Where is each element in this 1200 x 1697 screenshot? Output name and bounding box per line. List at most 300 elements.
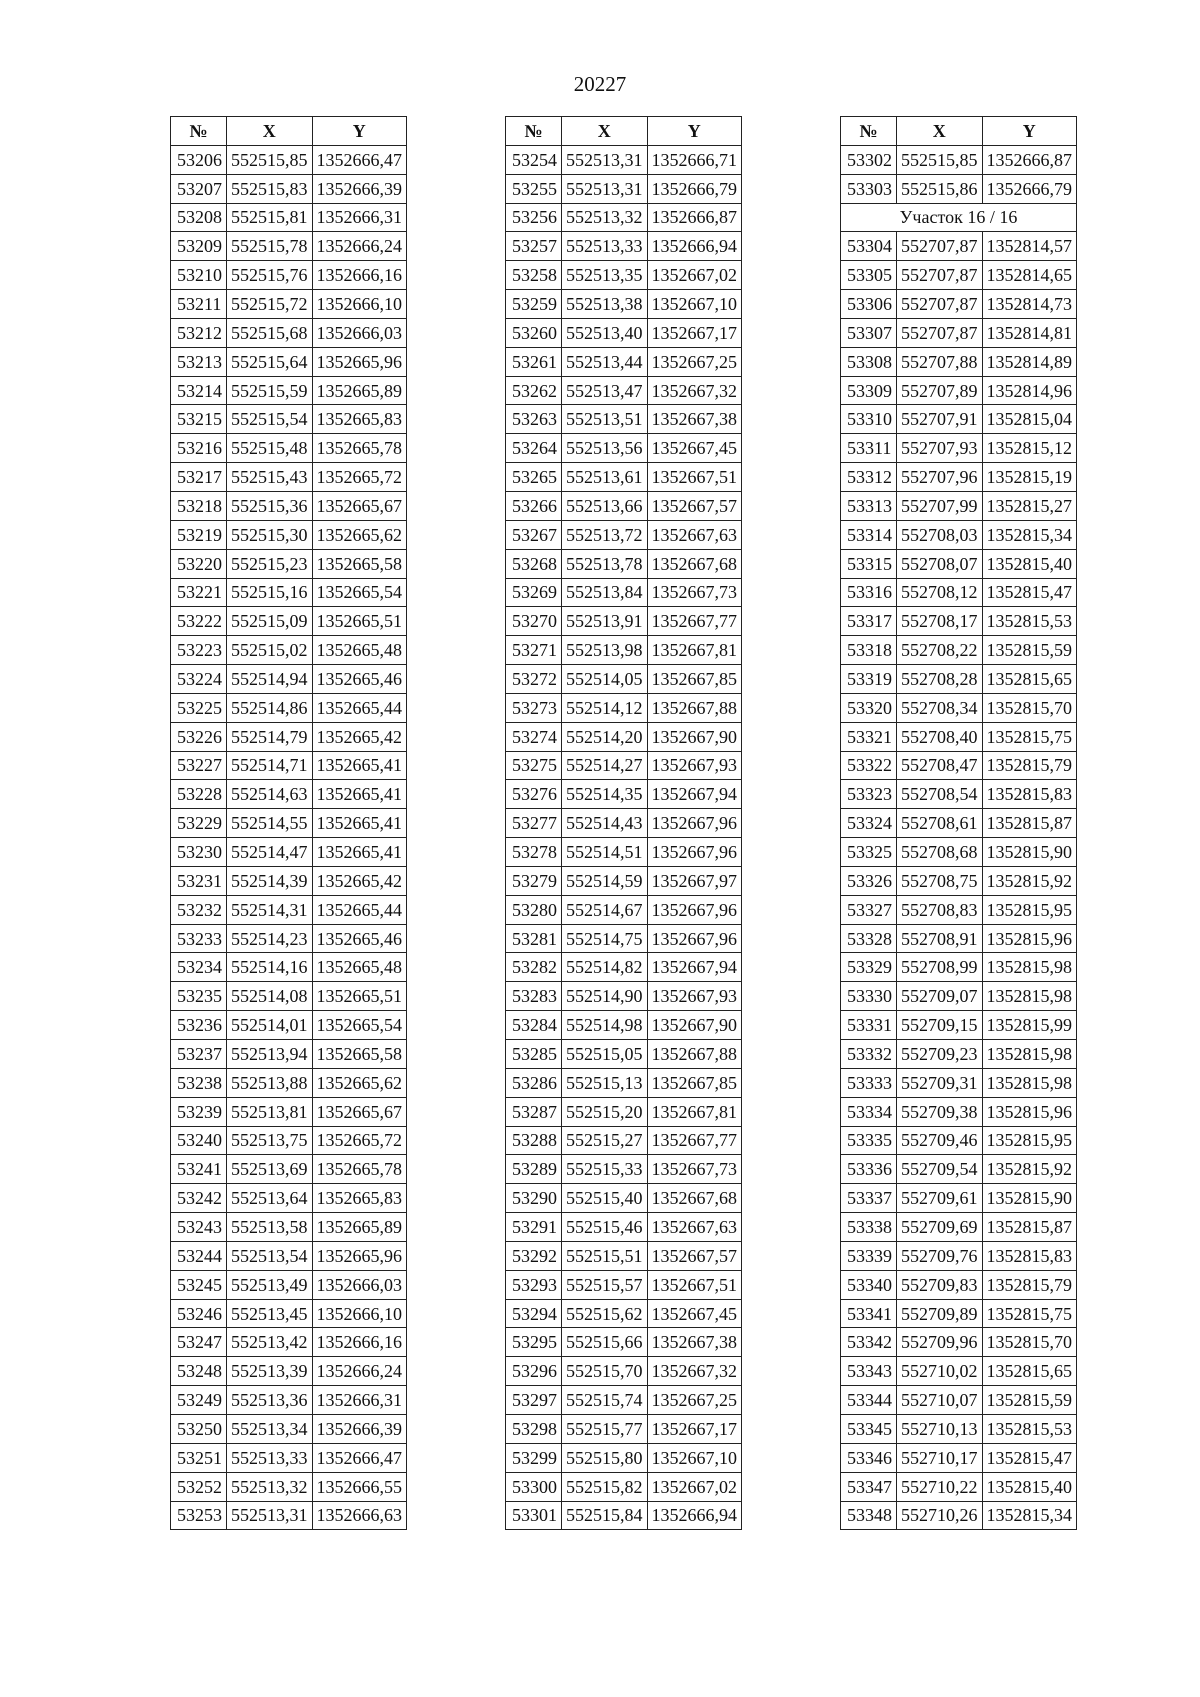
table-row (841, 1472, 1077, 1501)
table-row (171, 1241, 407, 1270)
x-coordinate-cell: 552514,43 (562, 809, 648, 838)
table-row (506, 895, 742, 924)
table-row (171, 232, 407, 261)
x-coordinate-cell: 552514,39 (227, 866, 313, 895)
table-row (506, 1414, 742, 1443)
y-coordinate-cell: 1352815,53 (982, 1414, 1077, 1443)
table-row (841, 290, 1077, 319)
x-coordinate-cell: 552515,82 (562, 1472, 648, 1501)
point-number-cell: 53302 (841, 145, 897, 174)
table-row (171, 491, 407, 520)
header-x: X (227, 117, 313, 146)
point-number-cell: 53209 (171, 232, 227, 261)
point-number-cell: 53310 (841, 405, 897, 434)
table-row (171, 463, 407, 492)
point-number-cell: 53330 (841, 982, 897, 1011)
x-coordinate-cell: 552515,74 (562, 1386, 648, 1415)
point-number-cell: 53220 (171, 549, 227, 578)
table-row (506, 1068, 742, 1097)
y-coordinate-cell: 1352667,57 (647, 1241, 742, 1270)
x-coordinate-cell: 552513,35 (562, 261, 648, 290)
point-number-cell: 53297 (506, 1386, 562, 1415)
table-row (506, 1184, 742, 1213)
table-row (171, 895, 407, 924)
table-row (841, 1386, 1077, 1415)
y-coordinate-cell: 1352665,41 (312, 751, 407, 780)
y-coordinate-cell: 1352815,79 (982, 1270, 1077, 1299)
table-row (171, 924, 407, 953)
x-coordinate-cell: 552515,85 (897, 145, 983, 174)
x-coordinate-cell: 552515,76 (227, 261, 313, 290)
point-number-cell: 53247 (171, 1328, 227, 1357)
point-number-cell: 53333 (841, 1068, 897, 1097)
y-coordinate-cell: 1352665,46 (312, 924, 407, 953)
x-coordinate-cell: 552513,32 (227, 1472, 313, 1501)
y-coordinate-cell: 1352667,97 (647, 866, 742, 895)
table-row (171, 145, 407, 174)
point-number-cell: 53215 (171, 405, 227, 434)
x-coordinate-cell: 552708,47 (897, 751, 983, 780)
point-number-cell: 53283 (506, 982, 562, 1011)
point-number-cell: 53228 (171, 780, 227, 809)
point-number-cell: 53257 (506, 232, 562, 261)
table-row (171, 1097, 407, 1126)
x-coordinate-cell: 552709,38 (897, 1097, 983, 1126)
x-coordinate-cell: 552514,94 (227, 665, 313, 694)
table-row (506, 463, 742, 492)
y-coordinate-cell: 1352666,47 (312, 1443, 407, 1472)
x-coordinate-cell: 552710,07 (897, 1386, 983, 1415)
table-row (506, 261, 742, 290)
y-coordinate-cell: 1352667,10 (647, 1443, 742, 1472)
y-coordinate-cell: 1352665,96 (312, 1241, 407, 1270)
x-coordinate-cell: 552513,56 (562, 434, 648, 463)
table-row (171, 1472, 407, 1501)
table-row (171, 1040, 407, 1069)
x-coordinate-cell: 552515,16 (227, 578, 313, 607)
table-row (506, 780, 742, 809)
y-coordinate-cell: 1352665,83 (312, 405, 407, 434)
table-row (506, 520, 742, 549)
x-coordinate-cell: 552515,48 (227, 434, 313, 463)
table-header-row (841, 117, 1077, 146)
x-coordinate-cell: 552515,46 (562, 1213, 648, 1242)
point-number-cell: 53208 (171, 203, 227, 232)
y-coordinate-cell: 1352665,62 (312, 1068, 407, 1097)
x-coordinate-cell: 552708,75 (897, 866, 983, 895)
point-number-cell: 53294 (506, 1299, 562, 1328)
y-coordinate-cell: 1352667,25 (647, 347, 742, 376)
y-coordinate-cell: 1352667,63 (647, 1213, 742, 1242)
point-number-cell: 53340 (841, 1270, 897, 1299)
point-number-cell: 53246 (171, 1299, 227, 1328)
point-number-cell: 53224 (171, 665, 227, 694)
y-coordinate-cell: 1352667,51 (647, 463, 742, 492)
x-coordinate-cell: 552514,51 (562, 838, 648, 867)
table-row (841, 1270, 1077, 1299)
table-row (841, 1068, 1077, 1097)
table-row (841, 1097, 1077, 1126)
x-coordinate-cell: 552513,58 (227, 1213, 313, 1242)
x-coordinate-cell: 552515,78 (227, 232, 313, 261)
y-coordinate-cell: 1352665,46 (312, 665, 407, 694)
point-number-cell: 53274 (506, 722, 562, 751)
y-coordinate-cell: 1352814,89 (982, 347, 1077, 376)
table-row (171, 751, 407, 780)
point-number-cell: 53305 (841, 261, 897, 290)
point-number-cell: 53263 (506, 405, 562, 434)
coordinate-table-1 (170, 116, 407, 1530)
point-number-cell: 53252 (171, 1472, 227, 1501)
point-number-cell: 53337 (841, 1184, 897, 1213)
point-number-cell: 53345 (841, 1414, 897, 1443)
point-number-cell: 53316 (841, 578, 897, 607)
y-coordinate-cell: 1352666,39 (312, 174, 407, 203)
x-coordinate-cell: 552514,71 (227, 751, 313, 780)
table-row (506, 1213, 742, 1242)
x-coordinate-cell: 552513,39 (227, 1357, 313, 1386)
table-row (841, 232, 1077, 261)
table-row (841, 1213, 1077, 1242)
table-row (841, 809, 1077, 838)
point-number-cell: 53339 (841, 1241, 897, 1270)
table-row (841, 636, 1077, 665)
x-coordinate-cell: 552708,40 (897, 722, 983, 751)
y-coordinate-cell: 1352665,54 (312, 578, 407, 607)
y-coordinate-cell: 1352665,48 (312, 636, 407, 665)
table-row (506, 578, 742, 607)
x-coordinate-cell: 552708,12 (897, 578, 983, 607)
x-coordinate-cell: 552515,23 (227, 549, 313, 578)
x-coordinate-cell: 552515,05 (562, 1040, 648, 1069)
table-row (171, 1155, 407, 1184)
x-coordinate-cell: 552707,87 (897, 232, 983, 261)
y-coordinate-cell: 1352667,51 (647, 1270, 742, 1299)
y-coordinate-cell: 1352667,88 (647, 693, 742, 722)
y-coordinate-cell: 1352815,98 (982, 982, 1077, 1011)
point-number-cell: 53299 (506, 1443, 562, 1472)
point-number-cell: 53276 (506, 780, 562, 809)
y-coordinate-cell: 1352666,31 (312, 203, 407, 232)
table-row (171, 1357, 407, 1386)
y-coordinate-cell: 1352665,67 (312, 1097, 407, 1126)
y-coordinate-cell: 1352665,83 (312, 1184, 407, 1213)
x-coordinate-cell: 552513,45 (227, 1299, 313, 1328)
y-coordinate-cell: 1352665,51 (312, 982, 407, 1011)
y-coordinate-cell: 1352665,96 (312, 347, 407, 376)
x-coordinate-cell: 552708,28 (897, 665, 983, 694)
x-coordinate-cell: 552708,34 (897, 693, 983, 722)
x-coordinate-cell: 552514,05 (562, 665, 648, 694)
x-coordinate-cell: 552708,07 (897, 549, 983, 578)
point-number-cell: 53313 (841, 491, 897, 520)
y-coordinate-cell: 1352666,24 (312, 232, 407, 261)
y-coordinate-cell: 1352666,63 (312, 1501, 407, 1530)
point-number-cell: 53232 (171, 895, 227, 924)
table-row (171, 809, 407, 838)
y-coordinate-cell: 1352665,62 (312, 520, 407, 549)
y-coordinate-cell: 1352667,32 (647, 376, 742, 405)
y-coordinate-cell: 1352815,19 (982, 463, 1077, 492)
y-coordinate-cell: 1352667,17 (647, 318, 742, 347)
point-number-cell: 53249 (171, 1386, 227, 1415)
y-coordinate-cell: 1352665,58 (312, 1040, 407, 1069)
y-coordinate-cell: 1352666,87 (647, 203, 742, 232)
point-number-cell: 53280 (506, 895, 562, 924)
x-coordinate-cell: 552515,85 (227, 145, 313, 174)
table-row (841, 1414, 1077, 1443)
table-header-row (171, 117, 407, 146)
y-coordinate-cell: 1352665,72 (312, 1126, 407, 1155)
y-coordinate-cell: 1352667,45 (647, 1299, 742, 1328)
x-coordinate-cell: 552513,36 (227, 1386, 313, 1415)
point-number-cell: 53234 (171, 953, 227, 982)
x-coordinate-cell: 552514,01 (227, 1011, 313, 1040)
point-number-cell: 53323 (841, 780, 897, 809)
x-coordinate-cell: 552513,31 (562, 174, 648, 203)
header-y: Y (312, 117, 407, 146)
y-coordinate-cell: 1352665,51 (312, 607, 407, 636)
y-coordinate-cell: 1352667,10 (647, 290, 742, 319)
table-row (506, 751, 742, 780)
point-number-cell: 53287 (506, 1097, 562, 1126)
table-row (841, 520, 1077, 549)
x-coordinate-cell: 552515,80 (562, 1443, 648, 1472)
point-number-cell: 53273 (506, 693, 562, 722)
table-row (171, 1299, 407, 1328)
y-coordinate-cell: 1352815,70 (982, 1328, 1077, 1357)
y-coordinate-cell: 1352667,68 (647, 1184, 742, 1213)
x-coordinate-cell: 552708,83 (897, 895, 983, 924)
table-row (171, 318, 407, 347)
point-number-cell: 53226 (171, 722, 227, 751)
y-coordinate-cell: 1352666,94 (647, 232, 742, 261)
table-row (171, 1328, 407, 1357)
x-coordinate-cell: 552709,76 (897, 1241, 983, 1270)
y-coordinate-cell: 1352667,94 (647, 953, 742, 982)
point-number-cell: 53271 (506, 636, 562, 665)
y-coordinate-cell: 1352667,90 (647, 1011, 742, 1040)
x-coordinate-cell: 552513,31 (562, 145, 648, 174)
point-number-cell: 53238 (171, 1068, 227, 1097)
y-coordinate-cell: 1352667,81 (647, 1097, 742, 1126)
y-coordinate-cell: 1352815,79 (982, 751, 1077, 780)
table-row (841, 491, 1077, 520)
x-coordinate-cell: 552513,44 (562, 347, 648, 376)
x-coordinate-cell: 552515,57 (562, 1270, 648, 1299)
point-number-cell: 53214 (171, 376, 227, 405)
point-number-cell: 53260 (506, 318, 562, 347)
table-row (506, 1040, 742, 1069)
y-coordinate-cell: 1352667,25 (647, 1386, 742, 1415)
point-number-cell: 53237 (171, 1040, 227, 1069)
y-coordinate-cell: 1352815,98 (982, 1068, 1077, 1097)
x-coordinate-cell: 552515,83 (227, 174, 313, 203)
point-number-cell: 53317 (841, 607, 897, 636)
table-row (506, 347, 742, 376)
x-coordinate-cell: 552513,98 (562, 636, 648, 665)
x-coordinate-cell: 552710,13 (897, 1414, 983, 1443)
point-number-cell: 53278 (506, 838, 562, 867)
point-number-cell: 53300 (506, 1472, 562, 1501)
y-coordinate-cell: 1352665,54 (312, 1011, 407, 1040)
point-number-cell: 53308 (841, 347, 897, 376)
y-coordinate-cell: 1352815,75 (982, 1299, 1077, 1328)
y-coordinate-cell: 1352665,58 (312, 549, 407, 578)
y-coordinate-cell: 1352667,94 (647, 780, 742, 809)
table-row (841, 780, 1077, 809)
point-number-cell: 53222 (171, 607, 227, 636)
point-number-cell: 53290 (506, 1184, 562, 1213)
point-number-cell: 53236 (171, 1011, 227, 1040)
x-coordinate-cell: 552515,54 (227, 405, 313, 434)
x-coordinate-cell: 552514,82 (562, 953, 648, 982)
y-coordinate-cell: 1352815,87 (982, 1213, 1077, 1242)
point-number-cell: 53335 (841, 1126, 897, 1155)
x-coordinate-cell: 552707,91 (897, 405, 983, 434)
y-coordinate-cell: 1352815,87 (982, 809, 1077, 838)
table-row (506, 1501, 742, 1530)
x-coordinate-cell: 552513,34 (227, 1414, 313, 1443)
point-number-cell: 53326 (841, 866, 897, 895)
point-number-cell: 53282 (506, 953, 562, 982)
table-body (171, 145, 407, 1530)
point-number-cell: 53324 (841, 809, 897, 838)
table-row (171, 290, 407, 319)
table-row (171, 1443, 407, 1472)
table-row (841, 665, 1077, 694)
table-row (506, 1357, 742, 1386)
point-number-cell: 53347 (841, 1472, 897, 1501)
x-coordinate-cell: 552513,40 (562, 318, 648, 347)
y-coordinate-cell: 1352667,85 (647, 1068, 742, 1097)
y-coordinate-cell: 1352666,16 (312, 261, 407, 290)
table-row (506, 1443, 742, 1472)
y-coordinate-cell: 1352666,55 (312, 1472, 407, 1501)
y-coordinate-cell: 1352667,57 (647, 491, 742, 520)
point-number-cell: 53267 (506, 520, 562, 549)
x-coordinate-cell: 552515,36 (227, 491, 313, 520)
x-coordinate-cell: 552513,33 (562, 232, 648, 261)
y-coordinate-cell: 1352666,03 (312, 1270, 407, 1299)
y-coordinate-cell: 1352814,73 (982, 290, 1077, 319)
table-row (171, 1386, 407, 1415)
y-coordinate-cell: 1352666,39 (312, 1414, 407, 1443)
point-number-cell: 53315 (841, 549, 897, 578)
y-coordinate-cell: 1352665,67 (312, 491, 407, 520)
point-number-cell: 53230 (171, 838, 227, 867)
point-number-cell: 53312 (841, 463, 897, 492)
table-row (506, 953, 742, 982)
x-coordinate-cell: 552709,83 (897, 1270, 983, 1299)
point-number-cell: 53244 (171, 1241, 227, 1270)
point-number-cell: 53334 (841, 1097, 897, 1126)
y-coordinate-cell: 1352667,88 (647, 1040, 742, 1069)
y-coordinate-cell: 1352815,47 (982, 1443, 1077, 1472)
y-coordinate-cell: 1352815,12 (982, 434, 1077, 463)
point-number-cell: 53207 (171, 174, 227, 203)
table-row (171, 1270, 407, 1299)
x-coordinate-cell: 552515,51 (562, 1241, 648, 1270)
point-number-cell: 53262 (506, 376, 562, 405)
point-number-cell: 53322 (841, 751, 897, 780)
table-row (841, 174, 1077, 203)
point-number-cell: 53270 (506, 607, 562, 636)
point-number-cell: 53293 (506, 1270, 562, 1299)
y-coordinate-cell: 1352667,68 (647, 549, 742, 578)
table-row (841, 463, 1077, 492)
x-coordinate-cell: 552513,66 (562, 491, 648, 520)
x-coordinate-cell: 552708,22 (897, 636, 983, 665)
y-coordinate-cell: 1352665,41 (312, 780, 407, 809)
point-number-cell: 53233 (171, 924, 227, 953)
table-row (841, 1443, 1077, 1472)
point-number-cell: 53318 (841, 636, 897, 665)
point-number-cell: 53235 (171, 982, 227, 1011)
x-coordinate-cell: 552709,46 (897, 1126, 983, 1155)
table-row (171, 405, 407, 434)
table-row (171, 578, 407, 607)
point-number-cell: 53288 (506, 1126, 562, 1155)
y-coordinate-cell: 1352815,90 (982, 838, 1077, 867)
x-coordinate-cell: 552514,27 (562, 751, 648, 780)
point-number-cell: 53304 (841, 232, 897, 261)
point-number-cell: 53211 (171, 290, 227, 319)
point-number-cell: 53320 (841, 693, 897, 722)
header-x: X (562, 117, 648, 146)
x-coordinate-cell: 552515,81 (227, 203, 313, 232)
y-coordinate-cell: 1352667,93 (647, 751, 742, 780)
x-coordinate-cell: 552513,33 (227, 1443, 313, 1472)
x-coordinate-cell: 552514,23 (227, 924, 313, 953)
point-number-cell: 53346 (841, 1443, 897, 1472)
point-number-cell: 53341 (841, 1299, 897, 1328)
point-number-cell: 53216 (171, 434, 227, 463)
table-row (506, 203, 742, 232)
table-row (841, 347, 1077, 376)
table-row (841, 895, 1077, 924)
x-coordinate-cell: 552708,61 (897, 809, 983, 838)
table-row (841, 1011, 1077, 1040)
x-coordinate-cell: 552514,31 (227, 895, 313, 924)
x-coordinate-cell: 552709,61 (897, 1184, 983, 1213)
y-coordinate-cell: 1352667,17 (647, 1414, 742, 1443)
y-coordinate-cell: 1352667,85 (647, 665, 742, 694)
y-coordinate-cell: 1352814,81 (982, 318, 1077, 347)
x-coordinate-cell: 552514,86 (227, 693, 313, 722)
y-coordinate-cell: 1352815,75 (982, 722, 1077, 751)
point-number-cell: 53303 (841, 174, 897, 203)
point-number-cell: 53336 (841, 1155, 897, 1184)
x-coordinate-cell: 552515,20 (562, 1097, 648, 1126)
point-number-cell: 53272 (506, 665, 562, 694)
x-coordinate-cell: 552707,87 (897, 318, 983, 347)
y-coordinate-cell: 1352815,27 (982, 491, 1077, 520)
table-row (841, 1501, 1077, 1530)
y-coordinate-cell: 1352667,73 (647, 1155, 742, 1184)
x-coordinate-cell: 552514,79 (227, 722, 313, 751)
table-row (171, 780, 407, 809)
table-row (506, 232, 742, 261)
table-row (841, 1328, 1077, 1357)
x-coordinate-cell: 552707,99 (897, 491, 983, 520)
y-coordinate-cell: 1352667,45 (647, 434, 742, 463)
section-row (841, 203, 1077, 232)
y-coordinate-cell: 1352665,41 (312, 838, 407, 867)
point-number-cell: 53289 (506, 1155, 562, 1184)
point-number-cell: 53212 (171, 318, 227, 347)
x-coordinate-cell: 552707,88 (897, 347, 983, 376)
